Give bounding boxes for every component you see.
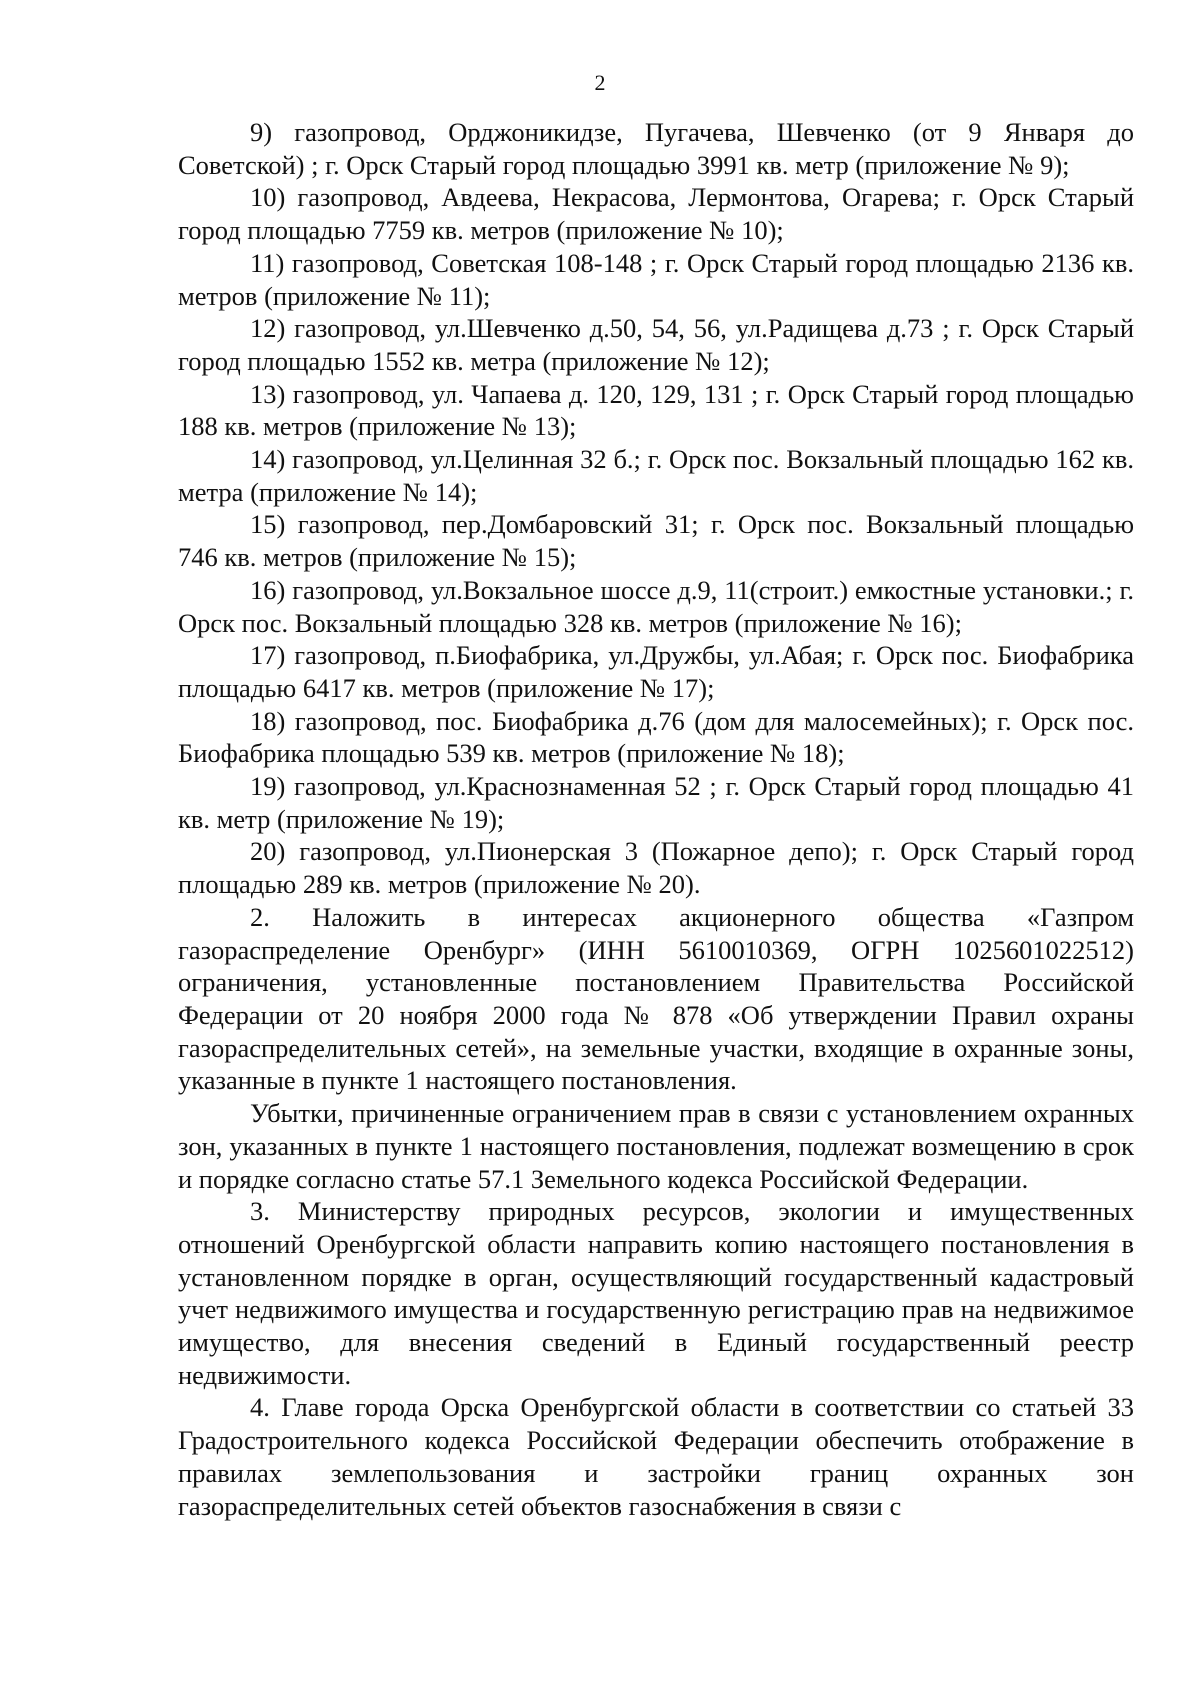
list-item: 14) газопровод, ул.Целинная 32 б.; г. Орск пос. Вокзальный площадью 162 кв. метра (приложение № 14); [178, 444, 1134, 507]
list-item: 15) газопровод, пер.Домбаровский 31; г. Орск пос. Вокзальный площадью 746 кв. метров (приложение № 15); [178, 509, 1134, 573]
list-item: 9) газопровод, Орджоникидзе, Пугачева, Шевченко (от 9 Января до Советской) ; г. Орск Старый город площадью 3991 кв. метр (приложение № 9); [178, 117, 1134, 180]
list-item: 10) газопровод, Авдеева, Некрасова, Лермонтова, Огарева; г. Орск Старый город площадью 7759 кв. метров (приложение № 10); [178, 182, 1134, 246]
paragraph-2-restrictions: 2. Наложить в интересах акционерного общества «Газпром газораспределение Оренбург» (ИНН 5610010369, ОГРН 1025601022512) ограничения, установленные постановлением Правительства Российской Федерации от 20 ноября 2000 года № 878 «Об утверждении Правил охраны газораспределительных сетей», на земельные участки, входящие в охранные зоны, указанные в пункте 1 настоящего постановления. [178, 901, 1134, 1096]
gas-pipeline-list [178, 116, 1134, 901]
list-item: 11) газопровод, Советская 108-148 ; г. Орск Старый город площадью 2136 кв. метров (приложение № 11); [178, 247, 1134, 311]
list-item: 13) газопровод, ул. Чапаева д. 120, 129, 131 ; г. Орск Старый город площадью 188 кв. метров (приложение № 13); [178, 378, 1134, 442]
list-item: 19) газопровод, ул.Краснознаменная 52 ; г. Орск Старый город площадью 41 кв. метр (приложение № 19); [178, 771, 1134, 834]
paragraph-4-city-head: 4. Главе города Орска Оренбургской области в соответствии со статьей 33 Градостроительного кодекса Российской Федерации обеспечить отображение в правилах землепользования и застройки границ охранных зон газораспределительных сетей объектов газоснабжения в связи с [178, 1392, 1134, 1521]
list-item: 16) газопровод, ул.Вокзальное шоссе д.9, 11(строит.) емкостные установки.; г. Орск пос. Вокзальный площадью 328 кв. метров (приложение № 16); [178, 574, 1134, 638]
list-item: 18) газопровод, пос. Биофабрика д.76 (дом для малосемейных); г. Орск пос. Биофабрика площадью 539 кв. метров (приложение № 18); [178, 705, 1134, 769]
list-item: 17) газопровод, п.Биофабрика, ул.Дружбы, ул.Абая; г. Орск пос. Биофабрика площадью 6417 кв. метров (приложение № 17); [178, 640, 1134, 703]
paragraph-3-ministry: 3. Министерству природных ресурсов, экологии и имущественных отношений Оренбургской области направить копию настоящего постановления в установленном порядке в орган, осуществляющий государственный кадастровый учет недвижимого имущества и государственную регистрацию прав на недвижимое имущество, для внесения сведений в Единый государственный реестр недвижимости. [178, 1196, 1134, 1390]
list-item: 20) газопровод, ул.Пионерская 3 (Пожарное депо); г. Орск Старый город площадью 289 кв. метров (приложение № 20). [178, 836, 1134, 900]
paragraph-losses: Убытки, причиненные ограничением прав в связи с установлением охранных зон, указанных в пункте 1 настоящего постановления, подлежат возмещению в срок и порядке согласно статье 57.1 Земельного кодекса Российской Федерации. [178, 1098, 1134, 1194]
document-body [178, 116, 1134, 1522]
list-item: 12) газопровод, ул.Шевченко д.50, 54, 56, ул.Радищева д.73 ; г. Орск Старый город площадью 1552 кв. метра (приложение № 12); [178, 313, 1134, 376]
page-number: 2 [594, 70, 606, 95]
